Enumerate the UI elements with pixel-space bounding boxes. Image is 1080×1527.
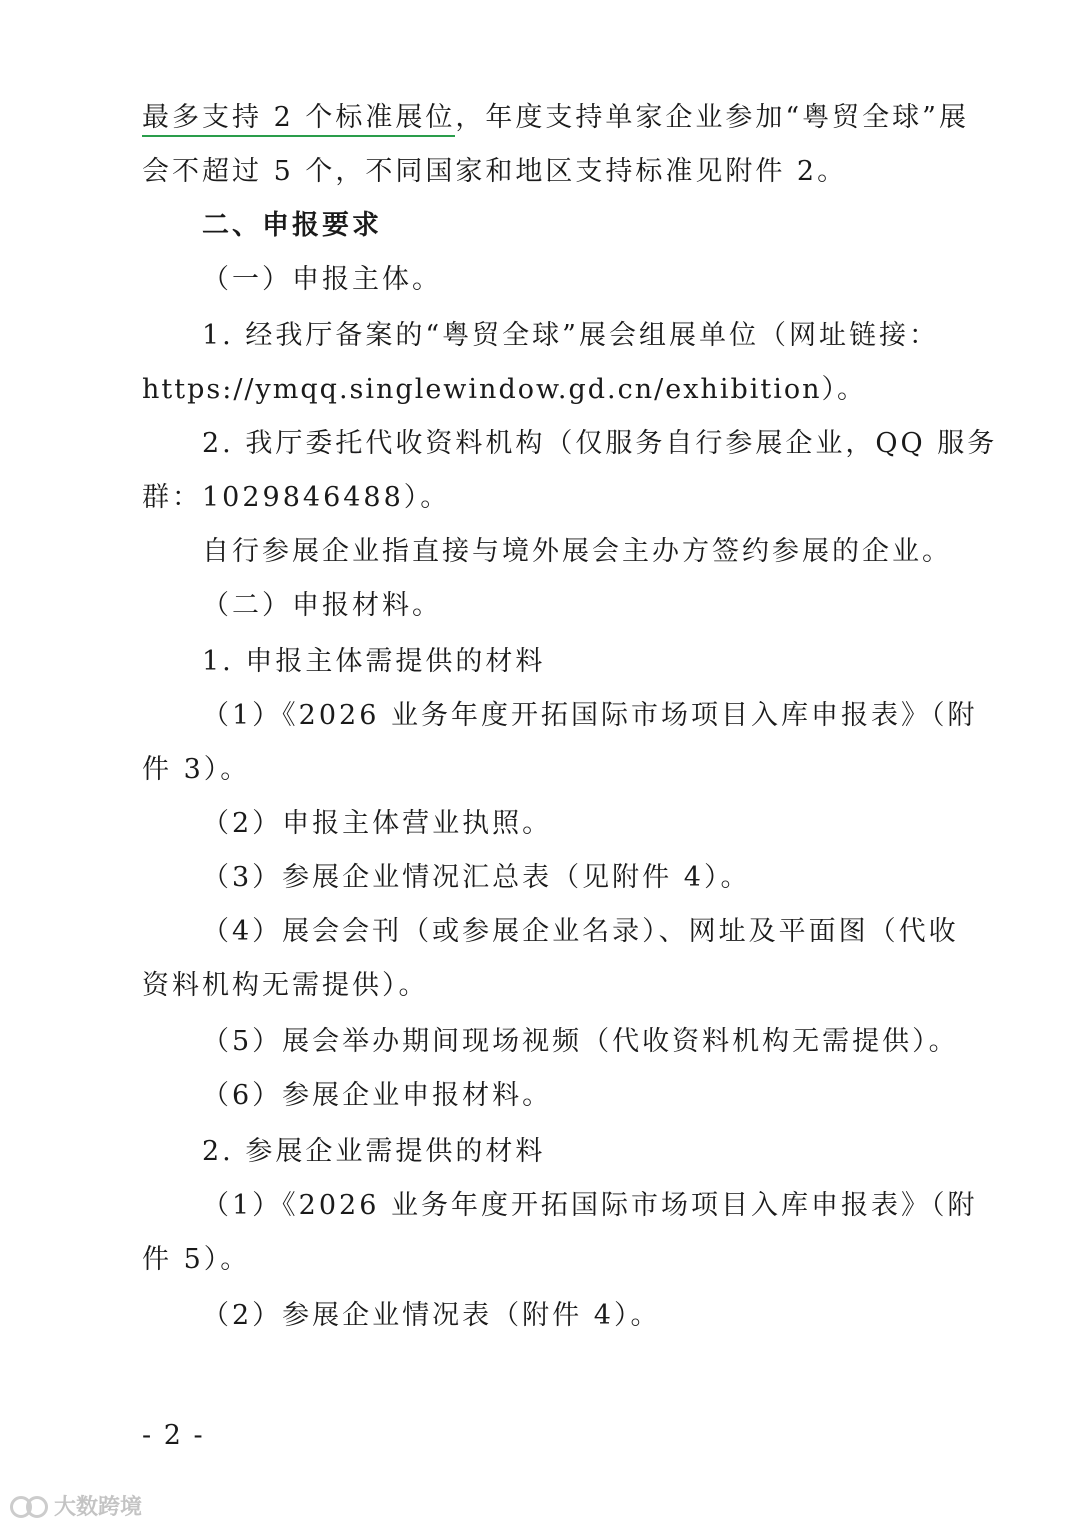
list-item: （3）参展企业情况汇总表（见附件 4）。 [202,862,751,893]
section-heading: 二、申报要求 [202,210,382,241]
watermark-logo-icon [10,1494,48,1518]
paragraph-line: 会不超过 5 个，不同国家和地区支持标准见附件 2。 [142,156,848,187]
list-item-continuation: 资料机构无需提供）。 [142,970,429,1001]
watermark-text: 大数跨境 [54,1495,143,1520]
paragraph-line [142,100,969,136]
list-item: （1）《2026 业务年度开拓国际市场项目入库申报表》（附 [202,1190,978,1221]
subsection-title: （二）申报材料。 [202,590,442,621]
list-heading: 1. 申报主体需提供的材料 [202,646,546,677]
list-item-continuation: 件 5）。 [142,1244,251,1275]
paragraph-line: 自行参展企业指直接与境外展会主办方签约参展的企业。 [202,536,952,567]
paragraph-line: 1. 经我厅备案的“粤贸全球”展会组展单位（网址链接： [202,320,939,351]
list-item: （2）参展企业情况表（附件 4）。 [202,1300,661,1331]
subsection-title: （一）申报主体。 [202,264,442,295]
list-item: （5）展会举办期间现场视频（代收资料机构无需提供）。 [202,1026,959,1057]
paragraph-line: 2. 我厅委托代收资料机构（仅服务自行参展企业，QQ 服务 [202,428,998,459]
watermark [10,1490,142,1521]
text-segment: ，年度支持单家企业参加“粤贸全球”展 [455,102,969,133]
list-item: （4）展会会刊（或参展企业名录）、网址及平面图（代收 [202,916,959,947]
list-heading: 2. 参展企业需提供的材料 [202,1136,546,1167]
list-item: （1）《2026 业务年度开拓国际市场项目入库申报表》（附 [202,700,978,731]
list-item: （6）参展企业申报材料。 [202,1080,553,1111]
page-number: - 2 - [142,1420,205,1451]
highlighted-text: 最多支持 2 个标准展位 [142,102,455,137]
paragraph-line: 群：1029846488）。 [142,482,451,513]
list-item: （2）申报主体营业执照。 [202,808,553,839]
exhibition-url: https://ymqq.singlewindow.gd.cn/exhibition）。 [142,374,867,405]
list-item-continuation: 件 3）。 [142,754,251,785]
